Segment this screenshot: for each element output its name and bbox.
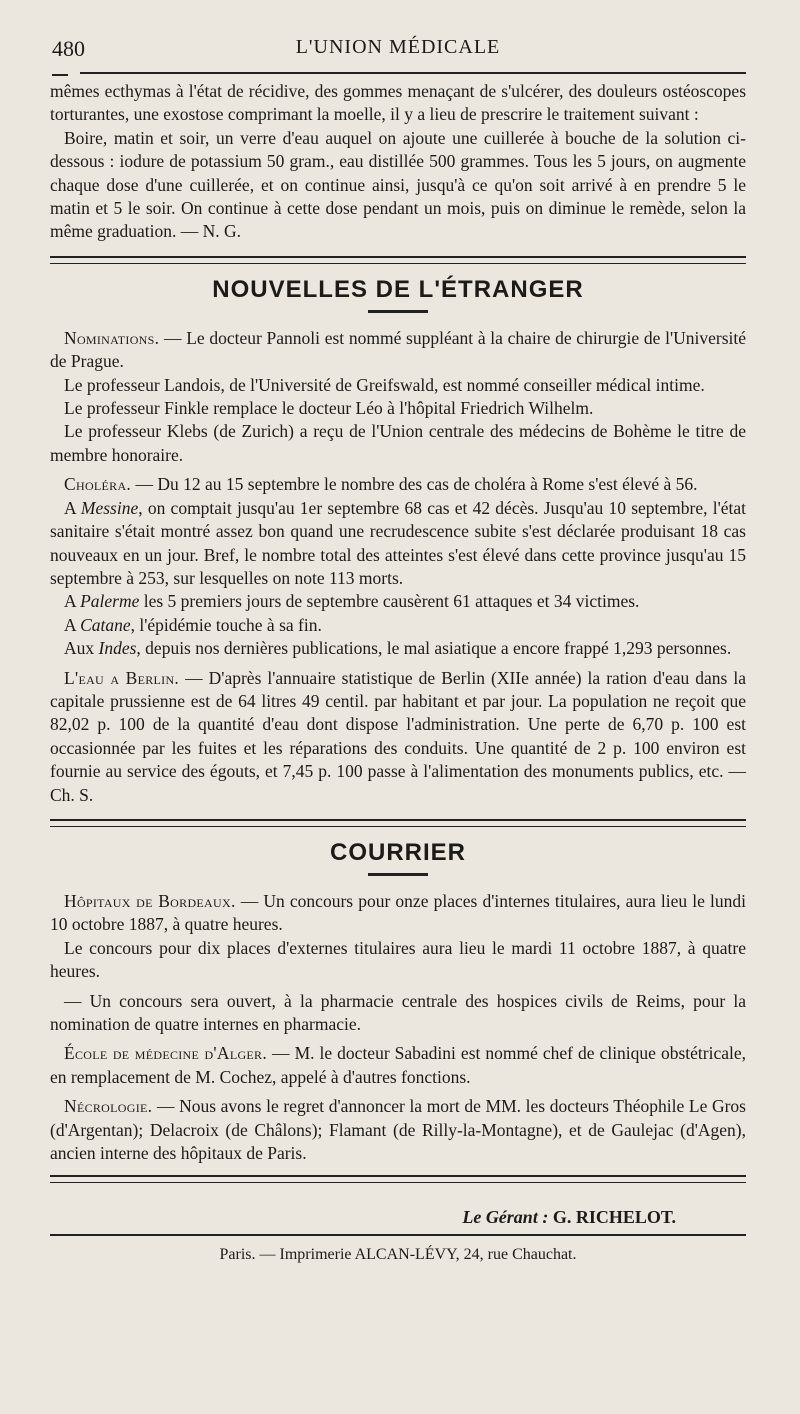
- cholera-label: Choléra.: [64, 474, 132, 495]
- klebs-paragraph: Le professeur Klebs (de Zurich) a reçu de l'Union centrale des médecins de Bohème le titre de membre honoraire.: [50, 421, 746, 465]
- gerant-signature: Le Gérant : G. RICHELOT.: [462, 1207, 676, 1228]
- nominations-label: Nominations.: [64, 327, 160, 348]
- landois-paragraph: Le professeur Landois, de l'Université de Greifswald, est nommé conseiller médical intime.: [64, 374, 705, 395]
- bordeaux-paragraph: Hôpitaux de Bordeaux. — Un concours pour onze places d'internes titulaires, aura lieu le lundi 10 octobre 1887, à quatre heures.: [50, 890, 746, 935]
- page-number: 480: [52, 36, 85, 61]
- indes-paragraph: Aux Indes, depuis nos dernières publications, le mal asiatique a encore frappé 1,293 personnes.: [64, 638, 732, 659]
- section-divider: [50, 256, 746, 264]
- necrologie-label: Nécrologie.: [64, 1096, 153, 1117]
- bordeaux-label: Hôpitaux de Bordeaux.: [64, 890, 236, 911]
- finkle-paragraph: Le professeur Finkle remplace le docteur Léo à l'hôpital Friedrich Wilhelm.: [64, 398, 594, 419]
- footer-divider: [50, 1175, 746, 1183]
- section-divider: [50, 819, 746, 827]
- alger-paragraph: École de médecine d'Alger. — M. le docteur Sabadini est nommé chef de clinique obstétricale, en remplacement de M. Cochez, appelé à d'autres fonctions.: [50, 1043, 746, 1087]
- intro-paragraph: mêmes ecthymas à l'état de récidive, des gommes menaçant de s'ulcérer, des douleurs ostéoscopes torturantes, une exostose comprimant la moelle, il y a lieu de prescrire le traitement suivant :: [50, 81, 746, 125]
- bordeaux-externes-paragraph: Le concours pour dix places d'externes titulaires aura lieu le mardi 11 octobre 1887, à quatre heures.: [50, 937, 746, 982]
- eau-berlin-label: L'eau a Berlin.: [64, 667, 180, 688]
- section-underline: [368, 310, 428, 313]
- footer-rule: [50, 1234, 746, 1236]
- nominations-paragraph: Nominations. — Le docteur Pannoli est nommé suppléant à la chaire de chirurgie de l'Université de Prague.: [50, 327, 746, 372]
- reims-paragraph: — Un concours sera ouvert, à la pharmacie centrale des hospices civils de Reims, pour la nomination de quatre internes en pharmacie.: [50, 990, 746, 1034]
- catane-paragraph: A Catane, l'épidémie touche à sa fin.: [64, 614, 322, 635]
- header-rule: [50, 72, 746, 80]
- running-title: L'UNION MÉDICALE: [295, 36, 501, 58]
- eau-berlin-paragraph: L'eau a Berlin. — D'après l'annuaire statistique de Berlin (XIIe année) la ration d'eau dans la capitale prussienne est de 64 litres 49 centil. par habitant et par jour. La population ne reçoit que 82,02 p. 100 de la quantité d'eau dont dispose l'administration. Une perte de 6,70 p. 100 est occasionnée par les fuites et les réparations des conduits. Une quantité de 2 p. 100 environ est fournie au service des égouts, et 7,45 p. 100 passe à l'alimentation des monuments publics, etc. — Ch. S.: [50, 667, 747, 805]
- section-title-etranger: NOUVELLES DE L'ÉTRANGER: [212, 275, 584, 303]
- necrologie-paragraph: Nécrologie. — Nous avons le regret d'annoncer la mort de MM. les docteurs Théophile Le Gros (d'Argentan); Delacroix (de Châlons); Flamant (de Rilly-la-Montagne), et de Gaulejac (d'Agen), ancien interne des hôpitaux de Paris.: [50, 1096, 746, 1164]
- section-title-courrier: COURRIER: [329, 838, 466, 866]
- cholera-paragraph: Choléra. — Du 12 au 15 septembre le nombre des cas de choléra à Rome s'est élevé à 56.: [64, 474, 698, 495]
- treatment-paragraph: Boire, matin et soir, un verre d'eau auquel on ajoute une cuillerée à bouche de la solution ci-dessous : iodure de potassium 50 gram., eau distillée 500 grammes. Tous les 5 jours, on augmente chaque dose d'une cuillerée, et on continue ainsi, jusqu'à ce qu'on soit arrivé à en prendre 5 le matin et 5 le soir. On continue à cette dose pendant un mois, puis on diminue le remède, selon la même graduation. — N. G.: [50, 127, 746, 242]
- printer-imprint: Paris. — Imprimerie ALCAN-LÉVY, 24, rue Chauchat.: [219, 1246, 577, 1264]
- alger-label: École de médecine d'Alger.: [64, 1043, 268, 1064]
- page-header: [50, 30, 746, 68]
- messine-paragraph: A Messine, on comptait jusqu'au 1er septembre 68 cas et 42 décès. Jusqu'au 10 septembre, l'état sanitaire s'était montré assez bon quand une recrudescence subite s'est déclarée produisant 18 cas nouveaux en un jour. Bref, le nombre total des atteintes s'est élevé dans cette province jusqu'au 15 septembre à 253, sur lesquelles on note 113 morts.: [50, 497, 746, 588]
- section-underline: [368, 873, 428, 876]
- palerme-paragraph: A Palerme les 5 premiers jours de septembre causèrent 61 attaques et 34 victimes.: [64, 591, 640, 612]
